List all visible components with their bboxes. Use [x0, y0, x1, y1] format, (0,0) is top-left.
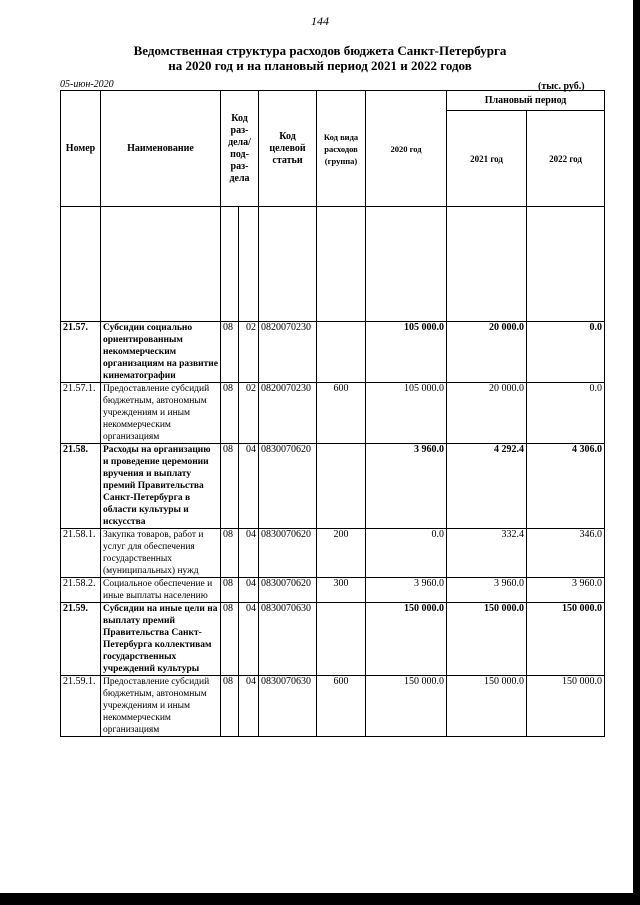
row-amount-2020: 150 000.0	[366, 603, 447, 676]
row-amount-2021: 20 000.0	[447, 383, 527, 444]
row-amount-2021: 332.4	[447, 529, 527, 578]
header-2022: 2022 год	[527, 111, 605, 207]
table-row	[61, 676, 605, 737]
title-line-2: на 2020 год и на плановый период 2021 и 2022 годов	[168, 58, 472, 73]
row-expense-type-code: 200	[317, 529, 366, 578]
table-row	[61, 603, 605, 676]
scan-frame-right	[633, 0, 640, 905]
unit-label: (тыс. руб.)	[538, 81, 585, 92]
row-name: Субсидии социально ориентированным некоммерческим организациям на развитие кинематографии	[101, 322, 221, 383]
header-section-code: Код раз- дела/ под- раз- дела	[221, 91, 259, 207]
document-date: 05-июн-2020	[60, 79, 114, 90]
row-section-code: 08	[221, 383, 239, 444]
row-name: Расходы на организацию и проведение церемонии вручения и выплату премий Правительства Санкт-Петербурга в области культуры и искусства	[101, 444, 221, 529]
row-amount-2022: 150 000.0	[527, 676, 605, 737]
table-row	[61, 578, 605, 603]
row-number: 21.59.	[61, 603, 101, 676]
row-section-code: 08	[221, 578, 239, 603]
row-amount-2020: 3 960.0	[366, 444, 447, 529]
row-name: Субсидии на иные цели на выплату премий Правительства Санкт-Петербурга коллективам государственных учреждений культуры	[101, 603, 221, 676]
row-expense-type-code: 600	[317, 676, 366, 737]
scan-frame-bottom	[0, 893, 640, 905]
row-section-code: 08	[221, 676, 239, 737]
row-number: 21.58.	[61, 444, 101, 529]
row-number: 21.57.	[61, 322, 101, 383]
row-number: 21.59.1.	[61, 676, 101, 737]
row-amount-2020: 150 000.0	[366, 676, 447, 737]
header-spacer-row	[61, 207, 605, 322]
row-name: Закупка товаров, работ и услуг для обеспечения государственных (муниципальных) нужд	[101, 529, 221, 578]
row-subsection-code: 04	[239, 603, 259, 676]
header-number: Номер	[61, 91, 101, 207]
row-expense-type-code: 600	[317, 383, 366, 444]
row-number: 21.58.2.	[61, 578, 101, 603]
row-number: 21.58.1.	[61, 529, 101, 578]
row-amount-2020: 3 960.0	[366, 578, 447, 603]
row-amount-2021: 150 000.0	[447, 676, 527, 737]
row-expense-type-code	[317, 444, 366, 529]
table-row	[61, 322, 605, 383]
row-subsection-code: 04	[239, 444, 259, 529]
title-line-1: Ведомственная структура расходов бюджета Санкт-Петербурга	[133, 43, 507, 58]
table-row	[61, 383, 605, 444]
row-amount-2020: 105 000.0	[366, 322, 447, 383]
table-row	[61, 444, 605, 529]
page-number: 144	[311, 14, 329, 28]
row-target-code: 0820070230	[259, 322, 317, 383]
table-row	[61, 529, 605, 578]
header-planned-period: Плановый период	[447, 91, 605, 111]
row-target-code: 0830070620	[259, 578, 317, 603]
row-name: Предоставление субсидий бюджетным, автономным учреждениям и иным некоммерческим организациям	[101, 383, 221, 444]
row-subsection-code: 02	[239, 383, 259, 444]
row-amount-2022: 3 960.0	[527, 578, 605, 603]
header-2020: 2020 год	[366, 91, 447, 207]
row-section-code: 08	[221, 603, 239, 676]
row-expense-type-code	[317, 322, 366, 383]
row-target-code: 0830070620	[259, 444, 317, 529]
header-2021: 2021 год	[447, 111, 527, 207]
row-section-code: 08	[221, 444, 239, 529]
row-subsection-code: 02	[239, 322, 259, 383]
row-subsection-code: 04	[239, 676, 259, 737]
document-title	[0, 43, 640, 73]
row-target-code: 0830070630	[259, 603, 317, 676]
row-amount-2022: 4 306.0	[527, 444, 605, 529]
row-section-code: 08	[221, 322, 239, 383]
row-subsection-code: 04	[239, 578, 259, 603]
row-amount-2022: 0.0	[527, 383, 605, 444]
row-amount-2020: 105 000.0	[366, 383, 447, 444]
row-amount-2021: 4 292.4	[447, 444, 527, 529]
row-amount-2022: 346.0	[527, 529, 605, 578]
row-amount-2022: 150 000.0	[527, 603, 605, 676]
row-expense-type-code: 300	[317, 578, 366, 603]
header-expense-type-code: Код вида расходов (группа)	[317, 91, 366, 207]
row-section-code: 08	[221, 529, 239, 578]
row-amount-2021: 20 000.0	[447, 322, 527, 383]
header-name: Наименование	[101, 91, 221, 207]
row-target-code: 0830070630	[259, 676, 317, 737]
budget-table	[60, 90, 605, 737]
row-number: 21.57.1.	[61, 383, 101, 444]
row-amount-2020: 0.0	[366, 529, 447, 578]
row-name: Социальное обеспечение и иные выплаты населению	[101, 578, 221, 603]
row-amount-2022: 0.0	[527, 322, 605, 383]
row-name: Предоставление субсидий бюджетным, автономным учреждениям и иным некоммерческим организациям	[101, 676, 221, 737]
row-target-code: 0820070230	[259, 383, 317, 444]
row-amount-2021: 150 000.0	[447, 603, 527, 676]
row-expense-type-code	[317, 603, 366, 676]
row-target-code: 0830070620	[259, 529, 317, 578]
row-subsection-code: 04	[239, 529, 259, 578]
row-amount-2021: 3 960.0	[447, 578, 527, 603]
header-target-code: Код целевой статьи	[259, 91, 317, 207]
